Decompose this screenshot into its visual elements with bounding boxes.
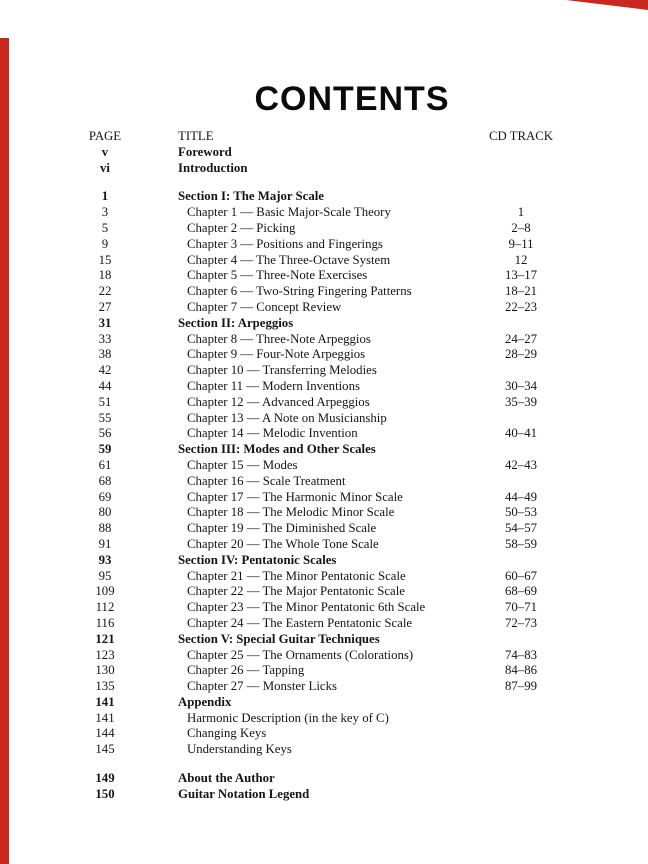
toc-row (0, 300, 648, 316)
toc-title: Chapter 8 — Three-Note Arpeggios (187, 331, 371, 346)
toc-page: 42 (98, 363, 112, 378)
toc-page: 91 (98, 536, 112, 551)
toc-row (0, 347, 648, 363)
toc-title: Chapter 19 — The Diminished Scale (187, 521, 377, 536)
toc-row (0, 145, 648, 161)
cd-track-column-header: CD TRACK (488, 129, 554, 143)
toc-title: Section II: Arpeggios (178, 315, 294, 330)
toc-title: Guitar Notation Legend (178, 786, 310, 801)
page-title: CONTENTS (254, 80, 450, 118)
toc-track: 30–34 (505, 378, 537, 393)
toc-track: 22–23 (505, 299, 537, 314)
toc-title: Chapter 20 — The Whole Tone Scale (187, 536, 379, 551)
toc-title: Section IV: Pentatonic Scales (178, 552, 337, 567)
toc-row (0, 205, 648, 221)
toc-page: 80 (98, 505, 112, 520)
toc-page: 121 (95, 631, 115, 646)
toc-title: Chapter 18 — The Melodic Minor Scale (187, 505, 395, 520)
toc-row (0, 553, 648, 569)
toc-track (466, 161, 576, 177)
toc-page: 59 (98, 442, 112, 457)
toc-row (0, 648, 648, 664)
toc-page: 109 (95, 584, 115, 599)
toc-row (0, 332, 648, 348)
toc-page: 5 (101, 220, 109, 235)
toc-spacer (0, 758, 648, 771)
toc-page: 68 (98, 473, 112, 488)
toc-page: 55 (98, 410, 112, 425)
toc-track: 58–59 (505, 536, 537, 551)
toc-row (0, 363, 648, 379)
toc-page: 149 (95, 771, 115, 786)
toc-track (466, 742, 576, 758)
toc-page: 88 (98, 521, 112, 536)
toc-row (0, 742, 648, 758)
toc-page: 116 (95, 615, 115, 630)
toc-track: 28–29 (505, 347, 537, 362)
toc-page: 31 (98, 315, 112, 330)
toc-page: 22 (98, 284, 112, 299)
toc-row (0, 600, 648, 616)
toc-title: Chapter 22 — The Major Pentatonic Scale (187, 584, 405, 599)
toc-title: About the Author (178, 771, 275, 786)
toc-row (0, 411, 648, 427)
toc-title: Section V: Special Guitar Techniques (178, 631, 380, 646)
toc-title: Chapter 21 — The Minor Pentatonic Scale (187, 568, 406, 583)
toc-title: Chapter 1 — Basic Major-Scale Theory (187, 205, 391, 220)
toc-title: Chapter 13 — A Note on Musicianship (187, 410, 387, 425)
toc-track (466, 411, 576, 427)
toc-page: 123 (95, 647, 115, 662)
toc-track: 9–11 (508, 236, 534, 251)
toc-page: vi (100, 160, 110, 175)
toc-row (0, 189, 648, 205)
toc-page: 15 (98, 252, 112, 267)
toc-page: 51 (98, 394, 112, 409)
toc-row (0, 221, 648, 237)
toc-page: 141 (95, 710, 115, 725)
toc-title: Chapter 17 — The Harmonic Minor Scale (187, 489, 403, 504)
toc-title: Chapter 15 — Modes (187, 457, 298, 472)
toc-spacer (0, 176, 648, 189)
toc-page: 56 (98, 426, 112, 441)
toc-page: 93 (98, 552, 112, 567)
toc-track (466, 553, 576, 569)
toc-title: Chapter 3 — Positions and Fingerings (187, 236, 383, 251)
toc-row (0, 679, 648, 695)
toc-track: 84–86 (505, 663, 537, 678)
toc-title: Chapter 26 — Tapping (187, 663, 305, 678)
toc-title: Chapter 16 — Scale Treatment (187, 473, 346, 488)
toc-track: 72–73 (505, 615, 537, 630)
toc-title: Chapter 7 — Concept Review (187, 299, 342, 314)
toc-page: 112 (95, 600, 115, 615)
toc-track (466, 771, 576, 787)
toc-track (466, 442, 576, 458)
toc-title: Chapter 6 — Two-String Fingering Patterns (187, 284, 412, 299)
toc-track: 54–57 (505, 521, 537, 536)
toc-title: Foreword (178, 144, 232, 159)
table-of-contents (0, 129, 648, 803)
toc-page: 145 (95, 742, 115, 757)
toc-track: 74–83 (505, 647, 537, 662)
toc-row (0, 490, 648, 506)
toc-row (0, 379, 648, 395)
toc-page: 33 (98, 331, 112, 346)
toc-track: 60–67 (505, 568, 537, 583)
toc-row (0, 521, 648, 537)
toc-title: Chapter 5 — Three-Note Exercises (187, 268, 368, 283)
toc-title: Chapter 27 — Monster Licks (187, 679, 337, 694)
toc-page: 3 (101, 205, 109, 220)
toc-title: Chapter 23 — The Minor Pentatonic 6th Scale (187, 600, 426, 615)
toc-rows (0, 145, 648, 803)
toc-track (466, 316, 576, 332)
toc-page: 44 (98, 378, 112, 393)
toc-track (466, 711, 576, 727)
toc-track (466, 474, 576, 490)
toc-row (0, 161, 648, 177)
toc-title: Chapter 25 — The Ornaments (Colorations) (187, 647, 414, 662)
toc-title: Appendix (178, 694, 232, 709)
toc-track (466, 632, 576, 648)
toc-row (0, 442, 648, 458)
toc-track: 50–53 (505, 505, 537, 520)
toc-row (0, 505, 648, 521)
toc-track: 70–71 (505, 600, 537, 615)
toc-row (0, 787, 648, 803)
toc-title: Chapter 9 — Four-Note Arpeggios (187, 347, 366, 362)
toc-title: Chapter 4 — The Three-Octave System (187, 252, 391, 267)
toc-page: 69 (98, 489, 112, 504)
toc-title: Chapter 12 — Advanced Arpeggios (187, 394, 370, 409)
toc-row (0, 726, 648, 742)
toc-track (466, 726, 576, 742)
toc-track: 35–39 (505, 394, 537, 409)
toc-row (0, 395, 648, 411)
toc-title: Understanding Keys (187, 742, 292, 757)
toc-track: 40–41 (505, 426, 537, 441)
toc-row (0, 663, 648, 679)
toc-page: 18 (98, 268, 112, 283)
toc-track: 42–43 (505, 457, 537, 472)
title-column-header: TITLE (178, 129, 214, 143)
toc-row (0, 458, 648, 474)
toc-title: Chapter 2 — Picking (187, 220, 296, 235)
toc-track: 87–99 (505, 679, 537, 694)
toc-title: Harmonic Description (in the key of C) (187, 710, 389, 725)
toc-row (0, 284, 648, 300)
toc-title: Chapter 24 — The Eastern Pentatonic Scale (187, 615, 413, 630)
toc-track (466, 363, 576, 379)
toc-page: 95 (98, 568, 112, 583)
toc-track: 2–8 (511, 220, 531, 235)
toc-row (0, 616, 648, 632)
toc-track: 12 (514, 252, 528, 267)
toc-page: 38 (98, 347, 112, 362)
toc-row (0, 771, 648, 787)
toc-track: 24–27 (505, 331, 537, 346)
toc-page: 141 (95, 694, 115, 709)
toc-page: 135 (95, 679, 115, 694)
toc-page: 130 (95, 663, 115, 678)
toc-row (0, 695, 648, 711)
toc-column-headers (0, 129, 648, 145)
toc-row (0, 584, 648, 600)
toc-track: 18–21 (505, 284, 537, 299)
toc-page: v (101, 144, 109, 159)
toc-track: 44–49 (505, 489, 537, 504)
toc-track: 13–17 (505, 268, 537, 283)
toc-row (0, 268, 648, 284)
toc-track: 68–69 (505, 584, 537, 599)
toc-page: 9 (101, 236, 109, 251)
toc-title: Section I: The Major Scale (178, 189, 324, 204)
toc-row (0, 711, 648, 727)
toc-title: Chapter 14 — Melodic Invention (187, 426, 358, 441)
toc-page: 1 (101, 189, 109, 204)
toc-track (466, 145, 576, 161)
toc-row (0, 569, 648, 585)
toc-row (0, 253, 648, 269)
toc-title: Chapter 10 — Transferring Melodies (187, 363, 377, 378)
toc-page: 27 (98, 299, 112, 314)
toc-page: 144 (95, 726, 115, 741)
toc-row (0, 537, 648, 553)
toc-track (466, 787, 576, 803)
toc-track (466, 189, 576, 205)
toc-title: Section III: Modes and Other Scales (178, 442, 376, 457)
toc-page: 150 (95, 786, 115, 801)
toc-page: 61 (98, 457, 112, 472)
toc-row (0, 237, 648, 253)
page-column-header: PAGE (88, 129, 122, 143)
toc-title: Introduction (178, 160, 248, 175)
toc-title: Changing Keys (187, 726, 267, 741)
toc-track: 1 (517, 205, 525, 220)
toc-row (0, 632, 648, 648)
toc-row (0, 474, 648, 490)
toc-track (466, 695, 576, 711)
toc-row (0, 426, 648, 442)
toc-title: Chapter 11 — Modern Inventions (187, 378, 360, 393)
toc-row (0, 316, 648, 332)
